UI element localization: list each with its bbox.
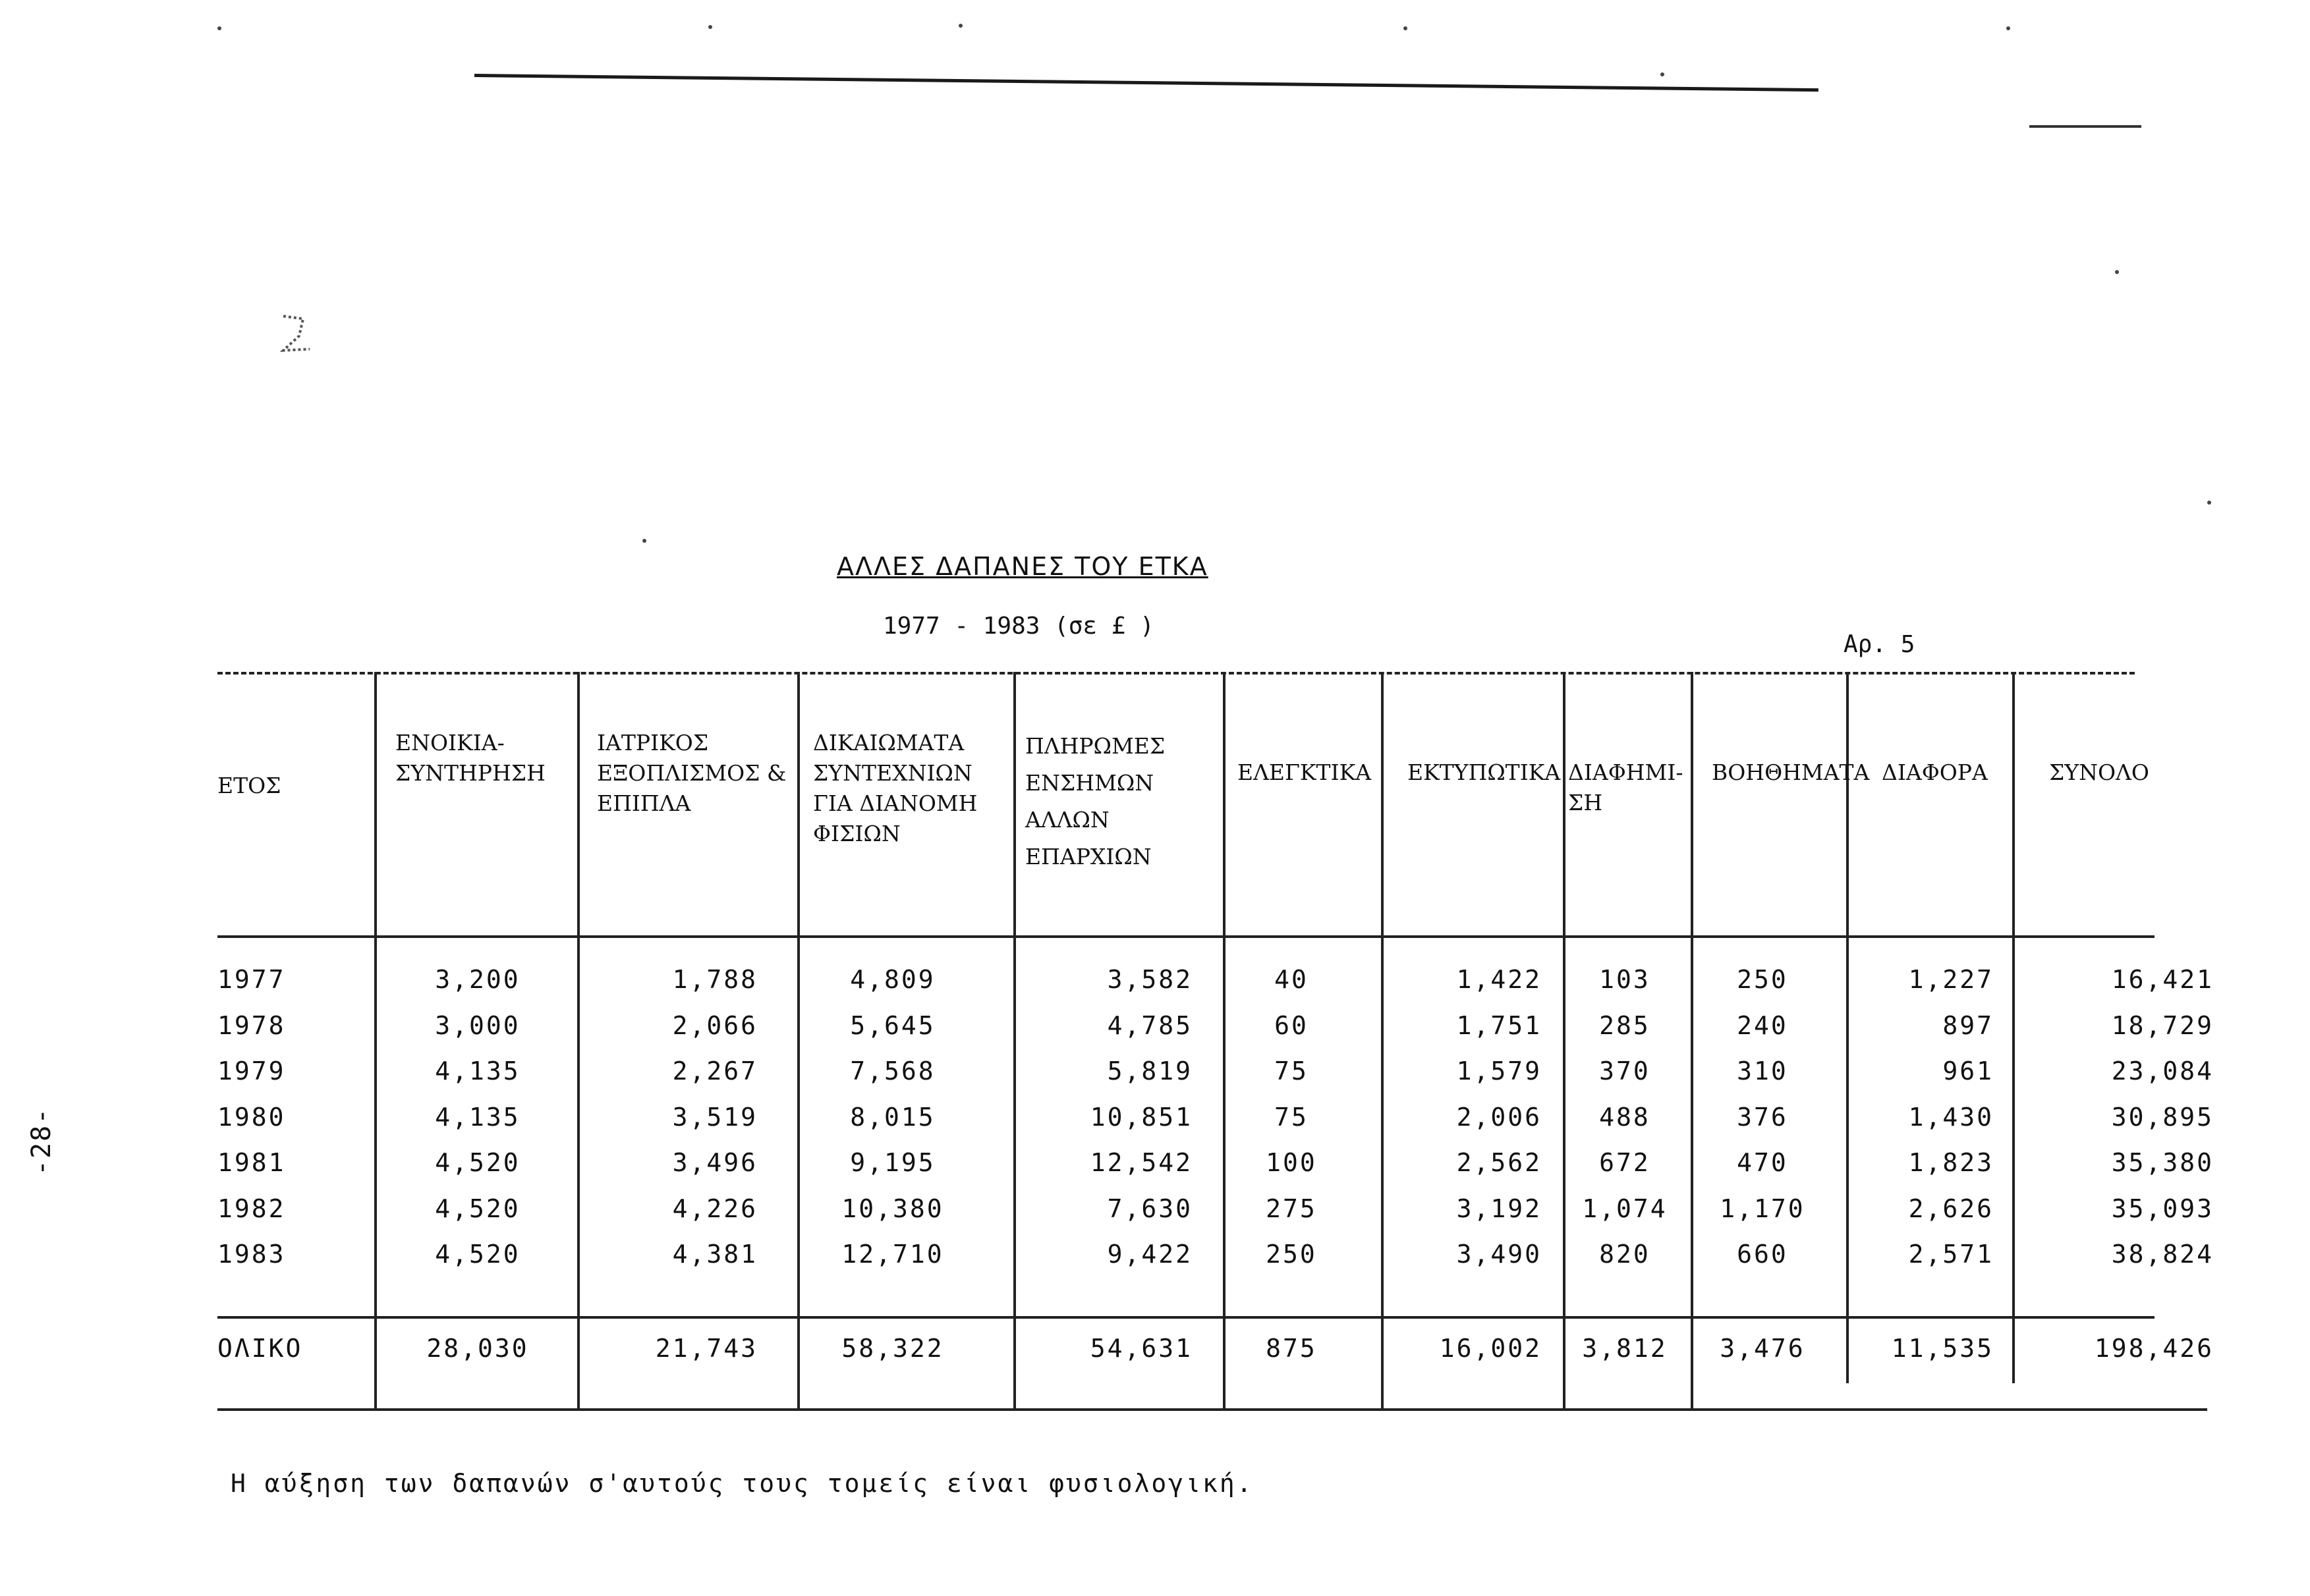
table-cell: 10,851 bbox=[1090, 1102, 1193, 1132]
table-cell: 250 bbox=[1737, 965, 1788, 994]
total-label-cell: ΟΛΙΚΟ bbox=[217, 1334, 303, 1363]
table-cell: 75 bbox=[1274, 1102, 1309, 1132]
scan-speck bbox=[708, 25, 712, 29]
table-cell: 4,520 bbox=[435, 1194, 521, 1223]
table-cell: 12,542 bbox=[1090, 1148, 1193, 1177]
header-guild-fees: ΔΙΚΑΙΩΜΑΤΑ ΣΥΝΤΕΧΝΙΩΝ ΓΙΑ ΔΙΑΝΟΜΗ ΦΙΣΙΩΝ bbox=[813, 730, 978, 846]
total-cell: 54,631 bbox=[1090, 1334, 1193, 1363]
table-cell: 1,422 bbox=[1456, 965, 1542, 994]
scan-mark-icon bbox=[270, 310, 323, 362]
column-divider bbox=[797, 672, 800, 1410]
table-cell: 3,582 bbox=[1107, 965, 1193, 994]
table-cell: 2,066 bbox=[672, 1010, 758, 1040]
table-cell: 40 bbox=[1274, 965, 1309, 994]
table-cell: 4,135 bbox=[435, 1102, 521, 1132]
scan-speck bbox=[217, 26, 221, 30]
header-grants: ΒΟΗΘΗΜΑΤΑ bbox=[1712, 759, 1870, 785]
table-cell: 275 bbox=[1266, 1194, 1317, 1223]
table-cell: 7,630 bbox=[1107, 1194, 1193, 1223]
header-misc: ΔΙΑΦΟΡΑ bbox=[1882, 759, 1988, 785]
table-bottom-border bbox=[217, 1408, 2207, 1411]
table-cell: 12,710 bbox=[841, 1240, 944, 1269]
table-cell: 660 bbox=[1737, 1240, 1788, 1269]
total-cell: 11,535 bbox=[1891, 1334, 1994, 1363]
table-cell: 4,785 bbox=[1107, 1010, 1193, 1040]
total-cell: 21,743 bbox=[655, 1334, 758, 1363]
table-cell: 35,093 bbox=[2111, 1194, 2214, 1223]
scan-speck bbox=[1403, 26, 1407, 30]
table-cell: 961 bbox=[1942, 1057, 1994, 1086]
table-cell: 8,015 bbox=[850, 1102, 936, 1132]
row-year-cell: 1979 bbox=[217, 1057, 286, 1086]
scan-speck bbox=[1660, 72, 1664, 76]
header-rent-maintenance: ΕΝΟΙΚΙΑ- ΣΥΝΤΗΡΗΣΗ bbox=[395, 730, 546, 786]
column-divider bbox=[1691, 672, 1693, 1410]
table-cell: 1,430 bbox=[1908, 1102, 1994, 1132]
header-divider bbox=[217, 935, 2155, 938]
table-cell: 30,895 bbox=[2111, 1102, 2214, 1132]
column-divider bbox=[1563, 672, 1565, 1410]
scan-top-rule bbox=[474, 74, 1818, 92]
table-cell: 376 bbox=[1737, 1102, 1788, 1132]
table-cell: 2,006 bbox=[1456, 1102, 1542, 1132]
total-cell: 58,322 bbox=[841, 1334, 944, 1363]
column-divider bbox=[2012, 672, 2015, 1383]
table-cell: 470 bbox=[1737, 1148, 1788, 1177]
total-divider bbox=[217, 1316, 2155, 1319]
header-stamp-payments: ΠΛΗΡΩΜΕΣ ΕΝΣΗΜΩΝ ΑΛΛΩΝ ΕΠΑΡΧΙΩΝ bbox=[1025, 733, 1166, 869]
footnote: Η αύξηση των δαπανών σ'αυτούς τους τομείς είναι φυσιολογική. bbox=[231, 1469, 1254, 1498]
table-cell: 3,490 bbox=[1456, 1240, 1542, 1269]
table-cell: 897 bbox=[1942, 1010, 1994, 1040]
table-cell: 23,084 bbox=[2111, 1057, 2214, 1086]
row-year-cell: 1983 bbox=[217, 1240, 286, 1269]
table-cell: 1,751 bbox=[1456, 1010, 1542, 1040]
table-cell: 3,000 bbox=[435, 1010, 521, 1040]
table-cell: 3,519 bbox=[672, 1102, 758, 1132]
table-cell: 18,729 bbox=[2111, 1010, 2214, 1040]
header-year: ΕΤΟΣ bbox=[217, 773, 281, 798]
table-cell: 1,227 bbox=[1908, 965, 1994, 994]
table-cell: 38,824 bbox=[2111, 1240, 2214, 1269]
table-cell: 2,571 bbox=[1908, 1240, 1994, 1269]
header-total: ΣΥΝΟΛΟ bbox=[2049, 759, 2149, 785]
table-cell: 1,823 bbox=[1908, 1148, 1994, 1177]
table-cell: 370 bbox=[1599, 1057, 1650, 1086]
table-cell: 100 bbox=[1266, 1148, 1317, 1177]
table-cell: 16,421 bbox=[2111, 965, 2214, 994]
scan-top-rule-short bbox=[2029, 125, 2141, 128]
scan-speck bbox=[2006, 26, 2010, 30]
column-divider bbox=[374, 672, 377, 1410]
table-cell: 75 bbox=[1274, 1057, 1309, 1086]
column-divider bbox=[577, 672, 580, 1410]
table-cell: 1,788 bbox=[672, 965, 758, 994]
table-cell: 9,195 bbox=[850, 1148, 936, 1177]
table-cell: 103 bbox=[1599, 965, 1650, 994]
table-cell: 2,562 bbox=[1456, 1148, 1542, 1177]
expenses-table bbox=[217, 672, 2214, 1413]
row-year-cell: 1977 bbox=[217, 965, 286, 994]
table-cell: 3,192 bbox=[1456, 1194, 1542, 1223]
scan-speck bbox=[642, 539, 646, 543]
table-cell: 1,579 bbox=[1456, 1057, 1542, 1086]
table-title: ΑΛΛΕΣ ΔΑΠΑΝΕΣ ΤΟΥ ΕΤΚΑ bbox=[837, 552, 1208, 581]
header-printing: ΕΚΤΥΠΩΤΙΚΑ bbox=[1407, 759, 1561, 785]
table-cell: 35,380 bbox=[2111, 1148, 2214, 1177]
table-cell: 2,626 bbox=[1908, 1194, 1994, 1223]
table-cell: 4,520 bbox=[435, 1240, 521, 1269]
total-cell: 3,476 bbox=[1720, 1334, 1805, 1363]
table-cell: 488 bbox=[1599, 1102, 1650, 1132]
table-cell: 672 bbox=[1599, 1148, 1650, 1177]
total-cell: 28,030 bbox=[426, 1334, 529, 1363]
row-year-cell: 1978 bbox=[217, 1010, 286, 1040]
table-cell: 4,520 bbox=[435, 1148, 521, 1177]
row-year-cell: 1980 bbox=[217, 1102, 286, 1132]
header-auditing: ΕΛΕΓΚΤΙΚΑ bbox=[1237, 759, 1372, 785]
scan-speck bbox=[959, 24, 963, 28]
table-cell: 9,422 bbox=[1107, 1240, 1193, 1269]
table-cell: 1,074 bbox=[1582, 1194, 1668, 1223]
column-divider bbox=[1013, 672, 1016, 1410]
column-divider bbox=[1381, 672, 1384, 1410]
header-medical-equipment: ΙΑΤΡΙΚΟΣ ΕΞΟΠΛΙΣΜΟΣ & ΕΠΙΠΛΑ bbox=[597, 730, 787, 816]
table-reference: Αρ. 5 bbox=[1844, 631, 1915, 658]
table-cell: 3,200 bbox=[435, 965, 521, 994]
scan-speck bbox=[2207, 501, 2211, 505]
table-cell: 5,819 bbox=[1107, 1057, 1193, 1086]
table-cell: 285 bbox=[1599, 1010, 1650, 1040]
table-cell: 250 bbox=[1266, 1240, 1317, 1269]
table-cell: 1,170 bbox=[1720, 1194, 1805, 1223]
total-cell: 198,426 bbox=[2094, 1334, 2214, 1363]
table-cell: 240 bbox=[1737, 1010, 1788, 1040]
table-cell: 7,568 bbox=[850, 1057, 936, 1086]
column-divider bbox=[1223, 672, 1225, 1410]
table-cell: 2,267 bbox=[672, 1057, 758, 1086]
total-cell: 3,812 bbox=[1582, 1334, 1668, 1363]
header-advertising: ΔΙΑΦΗΜΙ- ΣΗ bbox=[1568, 759, 1683, 815]
row-year-cell: 1982 bbox=[217, 1194, 286, 1223]
table-cell: 10,380 bbox=[841, 1194, 944, 1223]
table-cell: 4,135 bbox=[435, 1057, 521, 1086]
row-year-cell: 1981 bbox=[217, 1148, 286, 1177]
table-cell: 4,381 bbox=[672, 1240, 758, 1269]
table-cell: 310 bbox=[1737, 1057, 1788, 1086]
table-cell: 3,496 bbox=[672, 1148, 758, 1177]
total-cell: 875 bbox=[1266, 1334, 1317, 1363]
table-cell: 5,645 bbox=[850, 1010, 936, 1040]
scan-speck bbox=[2115, 270, 2119, 274]
table-subtitle: 1977 - 1983 (σε £ ) bbox=[883, 613, 1154, 640]
table-cell: 820 bbox=[1599, 1240, 1650, 1269]
table-cell: 4,226 bbox=[672, 1194, 758, 1223]
table-cell: 4,809 bbox=[850, 965, 936, 994]
table-cell: 60 bbox=[1274, 1010, 1309, 1040]
side-page-number: -28- bbox=[26, 1107, 57, 1176]
total-cell: 16,002 bbox=[1439, 1334, 1542, 1363]
